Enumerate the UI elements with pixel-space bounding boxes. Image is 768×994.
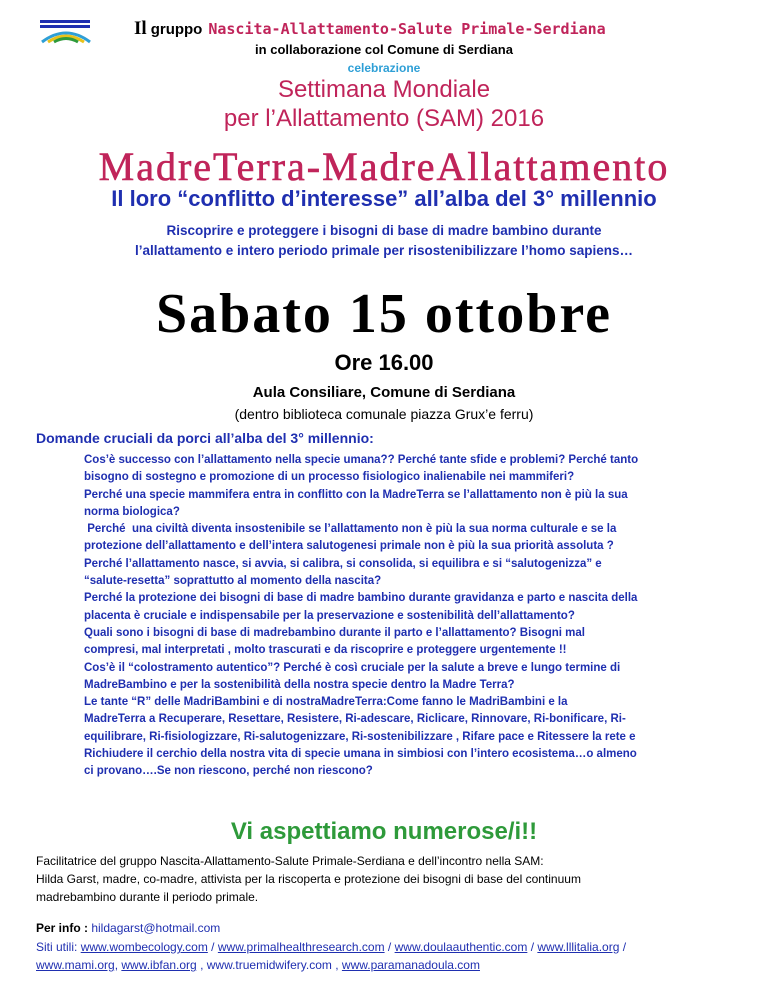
contact-info — [36, 921, 220, 935]
facilitator-line: madrebambino durante il periodo primale. — [36, 890, 259, 904]
event-time: Ore 16.00 — [334, 350, 434, 375]
question-line: Perché una specie mammifera entra in conflitto con la MadreTerra se l’allattamento non è più la sua — [84, 488, 628, 501]
question-line: Le tante “R” delle MadriBambini e di nostraMadreTerra:Come fanno le MadriBambini e la — [84, 696, 568, 709]
facilitator-line: Hilda Garst, madre, co-madre, attivista per la riscoperta e protezione dei bisogni di base del continuum — [36, 872, 581, 886]
event-location: Aula Consiliare, Comune di Serdiana — [252, 384, 516, 401]
site-link-ibfan[interactable]: www.ibfan.org — [121, 958, 197, 972]
useful-sites: Siti utili: www.wombecology.com / www.primalhealthresearch.com / www.doulaauthentic.com / www.lllitalia.org / www.mami.org, www.ibfan.org , www.truemidwifery.com , www.paramanadoula.com — [36, 940, 627, 972]
site-link-paramanadoula[interactable]: www.paramanadoula.com — [341, 958, 480, 972]
question-line: norma biologica? — [84, 505, 180, 518]
contact-email[interactable]: hildagarst@hotmail.com — [91, 921, 221, 935]
question-line: placenta è cruciale e indispensabile per la preservazione e sostenibilità dell’allattamento? — [84, 609, 575, 622]
question-line: Cos’è successo con l’allattamento nella specie umana?? Perché tante sfide e problemi? Perché tanto — [84, 454, 639, 466]
site-link-wombecology[interactable]: www.wombecology.com — [80, 940, 208, 954]
question-line: “salute-resetta” soprattutto al momento della nascita? — [84, 575, 382, 588]
question-line: protezione dell’allattamento e dell’intera salutogenesi primale non è più la sua priorità assoluta ? — [84, 540, 614, 553]
questions-list — [84, 452, 744, 781]
event-name-line1: Settimana Mondiale — [277, 76, 491, 103]
question-line: Perché l’allattamento nasce, si avvia, si calibra, si consolida, si equilibra e si “salutogenizza” e — [84, 557, 602, 570]
site-link-mami[interactable]: www.mami.org — [36, 958, 115, 972]
description-line: Riscoprire e proteggere i bisogni di base di madre bambino durante — [166, 223, 602, 238]
gruppo-word: gruppo — [150, 21, 203, 38]
collaboration-line: in collaborazione col Comune di Serdiana — [255, 42, 513, 57]
site-link-doulaauthentic[interactable]: www.doulaauthentic.com — [394, 940, 528, 954]
il-word: Il — [134, 18, 147, 39]
group-name: Nascita-Allattamento-Salute Primale-Serdiana — [208, 20, 606, 38]
subtitle: Il loro “conflitto d’interesse” all’alba del 3° millennio — [111, 186, 657, 211]
question-line: MadreTerra a Recuperare, Resettare, Resistere, Ri-adescare, Riclicare, Rinnovare, Ri-bonificare, Ri- — [84, 713, 626, 726]
sites-label: Siti utili: — [36, 940, 81, 954]
invitation: Vi aspettiamo numerose/i!! — [230, 818, 538, 845]
description-line: l’allattamento e intero periodo primale per risostenibilizzare l’homo sapiens… — [134, 243, 634, 258]
question-line: Cos’è il “colostramento autentico”? Perché è così cruciale per la salute a breve e lungo termine di — [84, 661, 621, 674]
facilitator-info — [36, 852, 736, 906]
question-line: Quali sono i bisogni di base di madrebambino durante il parto e l’allattamento? Bisogni mal — [84, 626, 585, 639]
event-name-line2: per l’Allattamento (SAM) 2016 — [223, 105, 545, 132]
question-line: Perché la protezione dei bisogni di base di madre bambino durante gravidanza e parto e nascita della — [84, 592, 638, 605]
site-link-lllitalia[interactable]: www.lllitalia.org — [537, 940, 620, 954]
group-logo — [38, 18, 94, 44]
question-line: compresi, mal interpretati , molto trascurati e da riscoprire e proteggere urgentemente !! — [84, 644, 567, 657]
question-line: MadreBambino e per la sostenibilità della nostra specie dentro la Madre Terra? — [84, 678, 515, 691]
site-link-truemidwifery[interactable]: www.truemidwifery.com — [206, 958, 332, 972]
facilitator-line: Facilitatrice del gruppo Nascita-Allattamento-Salute Primale-Serdiana e dell’incontro nella SAM: — [36, 854, 544, 868]
celebration-label: celebrazione — [347, 61, 421, 75]
main-title: MadreTerra-MadreAllattamento — [98, 144, 670, 189]
site-link-primalhealthresearch[interactable]: www.primalhealthresearch.com — [217, 940, 385, 954]
event-location-detail: (dentro biblioteca comunale piazza Grux’e ferru) — [234, 406, 534, 422]
question-line: ci provano….Se non riescono, perché non riescono? — [84, 765, 373, 778]
event-date: Sabato 15 ottobre — [155, 283, 613, 345]
description — [0, 221, 768, 261]
question-line: Richiudere il cerchio della nostra vita di specie umana in simbiosi con l’intero ecosistema…o almeno — [84, 748, 637, 761]
group-heading — [134, 18, 606, 40]
info-label: Per info : — [36, 921, 92, 935]
questions-heading: Domande cruciali da porci all’alba del 3° millennio: — [36, 430, 374, 446]
question-line: equilibrare, Ri-fisiologizzare, Ri-salutogenizzare, Ri-sostenibilizzare , Rifare pace e Ritessere la rete e — [84, 730, 636, 743]
question-line: bisogno di sostegno e promozione di un processo fisiologico inalienabile nei mammiferi? — [84, 471, 575, 484]
question-line: Perché una civiltà diventa insostenibile se l’allattamento non è più la sua norma culturale e se la — [84, 523, 617, 536]
